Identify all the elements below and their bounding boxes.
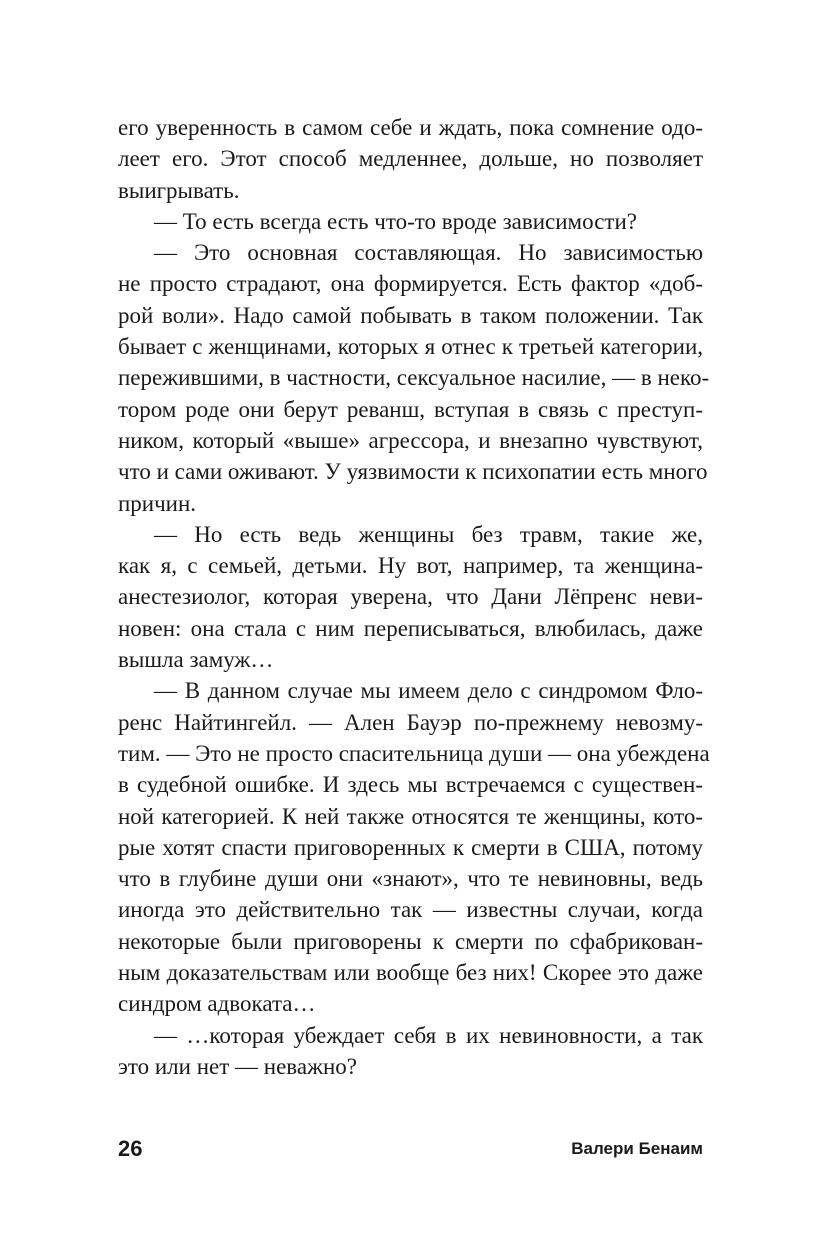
text-line: бывает с женщинами, которых я отнес к третьей категории, [118, 334, 703, 360]
text-line: не просто страдают, она формируется. Есть фактор «доб- [118, 271, 703, 297]
text-line: ником, который «выше» агрессора, и внезапно чувствуют, [118, 427, 703, 453]
paragraph [118, 1020, 703, 1083]
paragraph [118, 675, 710, 1019]
text-line: — Это основная составляющая. Но зависимостью [154, 240, 703, 266]
text-line: пережившими, в частности, сексуальное насилие, — в неко- [118, 365, 710, 391]
text-line: иногда это действительно так — известны случаи, когда [118, 897, 703, 923]
text-line: новен: она стала с ним переписываться, влюбилась, даже [118, 615, 703, 641]
text-line: его уверенность в самом себе и ждать, пока сомнение одо- [118, 115, 703, 140]
text-line: — Но есть ведь женщины без травм, такие же, [154, 521, 703, 547]
text-line: леет его. Этот способ медленнее, дольше, но позволяет [118, 146, 703, 172]
text-line: что в глубине души они «знают», что те невиновны, ведь [118, 866, 703, 892]
text-line: ренс Найтингейл. — Ален Бауэр по-прежнему невозму- [118, 709, 703, 735]
page-number: 26 [118, 1136, 143, 1161]
text-line: тором роде они берут реванш, вступая в связь с преступ- [118, 396, 703, 422]
text-line: ным доказательствам или вообще без них! Скорее это даже [118, 960, 703, 986]
text-line: причин. [118, 490, 197, 516]
text-line: как я, с семьей, детьми. Ну вот, например, та женщина- [118, 553, 703, 579]
text-line: некоторые были приговорены к смерти по сфабрикован- [118, 928, 703, 954]
paragraph [118, 112, 703, 206]
text-line: анестезиолог, которая уверена, что Дани Лёпренс неви- [118, 584, 703, 610]
text-line: — То есть всегда есть что-то вроде зависимости? [154, 208, 637, 234]
text-line: рые хотят спасти приговоренных к смерти в США, потому [118, 834, 703, 860]
text-line: — …которая убеждает себя в их невиновности, а так [154, 1022, 703, 1048]
text-line: в судебной ошибке. И здесь мы встречаемся с существен- [118, 772, 703, 798]
text-line: что и сами оживают. У уязвимости к психопатии есть много [118, 459, 708, 485]
page-footer [118, 1136, 703, 1162]
text-line: синдром адвоката… [118, 991, 316, 1017]
running-header-author: Валери Бенаим [571, 1139, 703, 1158]
text-line: выигрывать. [118, 177, 240, 203]
text-line: вышла замуж… [118, 647, 274, 673]
text-line: это или нет — неважно? [118, 1053, 357, 1079]
text-line: тим. — Это не просто спасительница души — она убеждена [118, 740, 710, 766]
text-line: — В данном случае мы имеем дело с синдромом Фло- [154, 678, 703, 704]
text-line: рой воли». Надо самой побывать в таком положении. Так [118, 302, 703, 328]
paragraph [118, 237, 710, 519]
text-line: ной категорией. К ней также относятся те женщины, кото- [118, 803, 703, 829]
page-body [118, 112, 710, 1082]
paragraph [118, 206, 703, 237]
paragraph [118, 519, 703, 675]
